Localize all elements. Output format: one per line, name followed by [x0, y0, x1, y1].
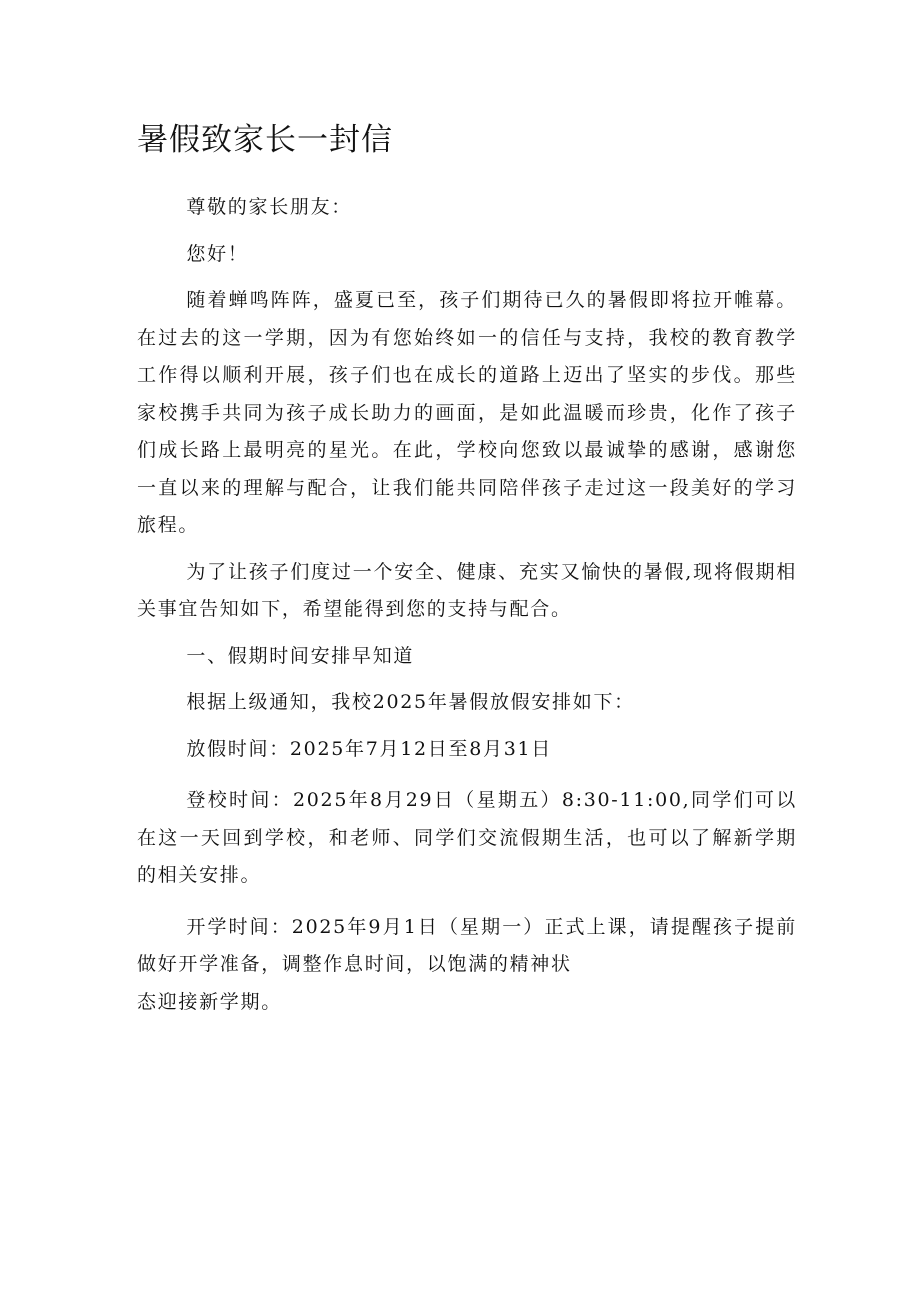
letter-body [137, 189, 797, 1021]
paragraph-gratitude: 随着蝉鸣阵阵，盛夏已至，孩子们期待已久的暑假即将拉开帷幕。在过去的这一学期，因为有您始终如一的信任与支持，我校的教育教学工作得以顺利开展，孩子们也在成长的道路上迈出了坚实的步伐。那些家校携手共同为孩子成长助力的画面，是如此温暖而珍贵，化作了孩子们成长路上最明亮的星光。在此，学校向您致以最诚挚的感谢，感谢您一直以来的理解与配合，让我们能共同陪伴孩子走过这一段美好的学习旅程。 [137, 289, 797, 536]
term-start-date [137, 909, 797, 1022]
section-heading-schedule: 一、假期时间安排早知道 [186, 644, 415, 667]
term-start-continuation: 态迎接新学期。 [137, 990, 282, 1013]
paragraph-notice: 根据上级通知，我校2025年暑假放假安排如下： [186, 691, 635, 713]
paragraph-purpose: 为了让孩子们度过一个安全、健康、充实又愉快的暑假,现将假期相关事宜告知如下，希望能得到您的支持与配合。 [137, 560, 797, 620]
salutation: 尊敬的家长朋友： [186, 196, 352, 218]
school-visit-day: 登校时间：2025年8月29日（星期五）8:30-11:00,同学们可以在这一天回到学校，和老师、同学们交流假期生活，也可以了解新学期的相关安排。 [137, 789, 797, 886]
letter-title: 暑假致家长一封信 [137, 122, 393, 158]
holiday-dates: 放假时间：2025年7月12日至8月31日 [186, 737, 552, 760]
greeting: 您好！ [186, 242, 249, 265]
term-start-text: 开学时间：2025年9月1日（星期一）正式上课，请提醒孩子提前做好开学准备，调整作息时间，以饱满的精神状 [137, 915, 797, 975]
